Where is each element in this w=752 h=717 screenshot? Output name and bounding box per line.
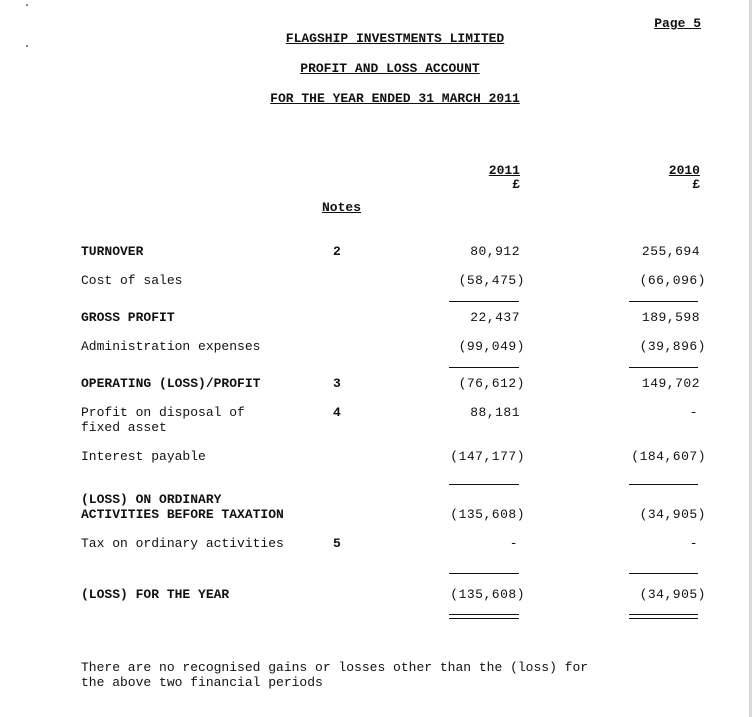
subtotal-rule-2010 [629, 484, 698, 485]
currency-2011: £ [512, 177, 520, 192]
notes-header: Notes [322, 200, 362, 215]
row-note: 4 [333, 405, 341, 420]
value-2011: - [509, 536, 518, 551]
footnote-line: There are no recognised gains or losses other than the (loss) for [81, 660, 589, 675]
statement-period: FOR THE YEAR ENDED 31 MARCH 2011 [270, 91, 520, 106]
column-header-2011: 2011 [488, 163, 520, 178]
value-2011: (135,608) [450, 587, 525, 602]
subtotal-rule-2011 [449, 301, 519, 302]
subtotal-rule-2011 [449, 367, 519, 368]
subtotal-rule-2010 [629, 573, 698, 574]
total-double-rule-2010 [629, 618, 698, 619]
value-2010: 189,598 [641, 310, 700, 325]
row-label: Profit on disposal of [81, 405, 245, 420]
value-2011: (135,608) [450, 507, 525, 522]
row-label: OPERATING (LOSS)/PROFIT [81, 376, 261, 391]
value-2011: (76,612) [458, 376, 525, 391]
total-double-rule-2010 [629, 614, 698, 615]
row-note: 3 [333, 376, 341, 391]
scan-speck [26, 45, 28, 47]
row-note: 2 [333, 244, 341, 259]
footnote-line: the above two financial periods [81, 675, 323, 690]
value-2011: 80,912 [470, 244, 520, 259]
subtotal-rule-2011 [449, 573, 519, 574]
value-2010: - [689, 536, 698, 551]
value-2011: (58,475) [458, 273, 525, 288]
value-2010: (34,905) [639, 507, 706, 522]
value-2010: (34,905) [639, 587, 706, 602]
column-header-2010: 2010 [668, 163, 700, 178]
row-label: Cost of sales [81, 273, 183, 288]
row-label: GROSS PROFIT [81, 310, 175, 325]
statement-title: PROFIT AND LOSS ACCOUNT [300, 61, 480, 76]
total-double-rule-2011 [449, 614, 519, 615]
value-2010: (184,607) [631, 449, 706, 464]
row-label: TURNOVER [81, 244, 144, 259]
scan-speck [26, 4, 28, 6]
subtotal-rule-2010 [629, 301, 698, 302]
row-label: Tax on ordinary activities [81, 536, 284, 551]
page-number: Page 5 [654, 16, 701, 31]
subtotal-rule-2010 [629, 367, 698, 368]
row-label: Administration expenses [81, 339, 261, 354]
subtotal-rule-2011 [449, 484, 519, 485]
total-double-rule-2011 [449, 618, 519, 619]
row-label: (LOSS) ON ORDINARY [81, 492, 222, 507]
value-2010: (39,896) [639, 339, 706, 354]
value-2011: (99,049) [458, 339, 525, 354]
value-2010: 149,702 [641, 376, 700, 391]
row-label: (LOSS) FOR THE YEAR [81, 587, 230, 602]
row-label-continued: ACTIVITIES BEFORE TAXATION [81, 507, 284, 522]
company-name: FLAGSHIP INVESTMENTS LIMITED [285, 31, 505, 46]
row-label: Interest payable [81, 449, 206, 464]
row-label-continued: fixed asset [81, 420, 167, 435]
value-2011: 88,181 [470, 405, 520, 420]
row-note: 5 [333, 536, 341, 551]
currency-2010: £ [692, 177, 700, 192]
value-2010: 255,694 [641, 244, 700, 259]
value-2010: (66,096) [639, 273, 706, 288]
value-2011: 22,437 [470, 310, 520, 325]
value-2011: (147,177) [450, 449, 525, 464]
value-2010: - [689, 405, 698, 420]
